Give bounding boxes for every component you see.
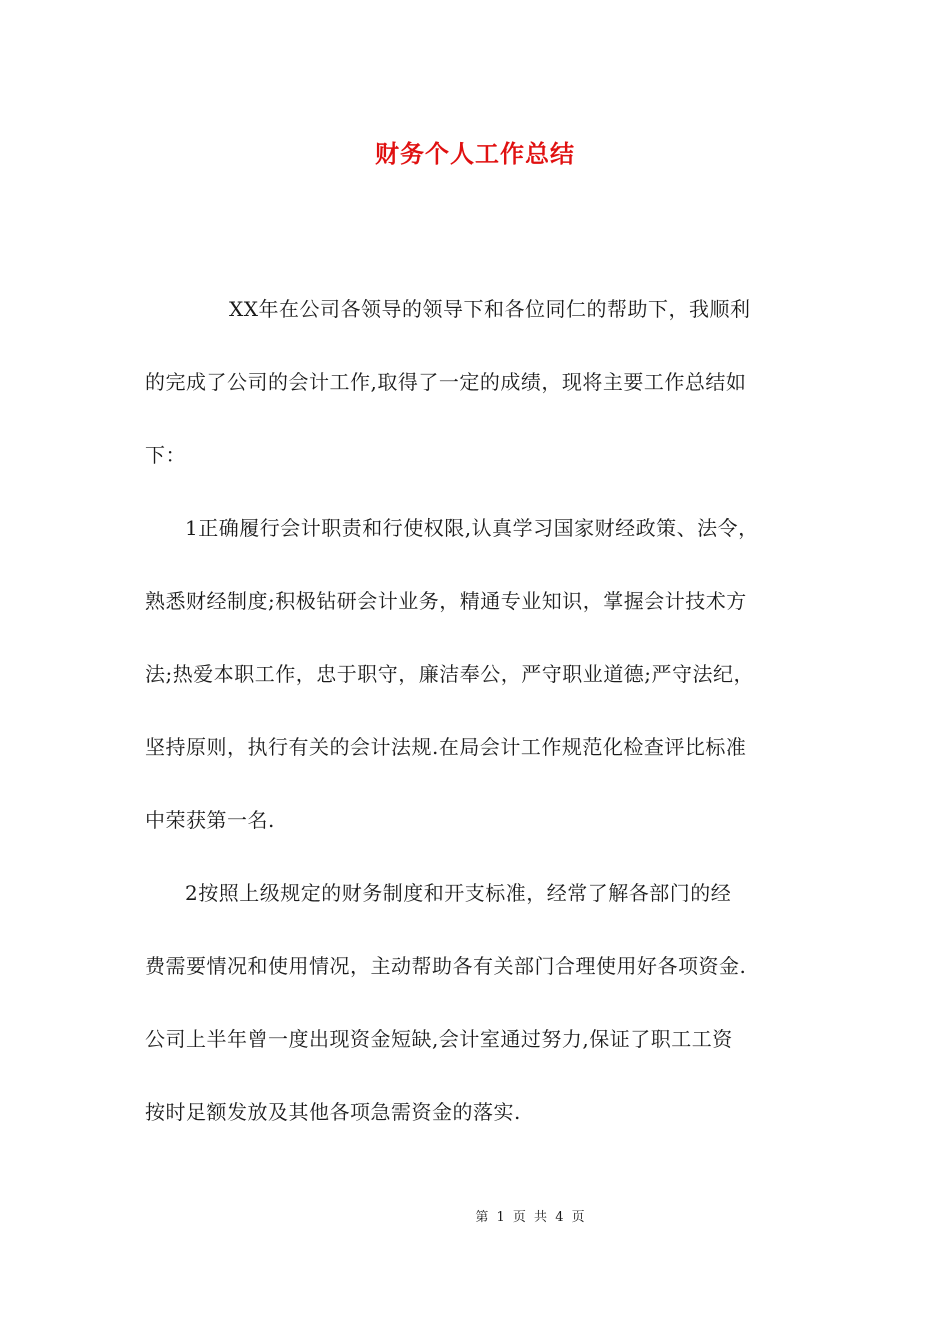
paragraph-1-line-1: 1正确履行会计职责和行使权限,认真学习国家财经政策、法令， bbox=[185, 516, 759, 540]
document-title: 财务个人工作总结 bbox=[375, 139, 575, 168]
paragraph-1-line-5: 中荣获第一名. bbox=[145, 808, 275, 832]
page-number-footer: 第 1 页 共 4 页 bbox=[475, 1210, 585, 1225]
paragraph-1-line-2: 熟悉财经制度;积极钻研会计业务，精通专业知识，掌握会计技术方 bbox=[145, 589, 747, 613]
paragraph-2-line-1: 2按照上级规定的财务制度和开支标准，经常了解各部门的经 bbox=[185, 881, 732, 905]
paragraph-2-line-4: 按时足额发放及其他各项急需资金的落实. bbox=[145, 1100, 521, 1124]
paragraph-1-line-4: 坚持原则，执行有关的会计法规.在局会计工作规范化检查评比标准 bbox=[145, 735, 747, 759]
paragraph-1-line-3: 法;热爱本职工作，忠于职守，廉洁奉公，严守职业道德;严守法纪， bbox=[145, 662, 754, 686]
paragraph-2-line-2: 费需要情况和使用情况，主动帮助各有关部门合理使用好各项资金. bbox=[145, 954, 747, 978]
paragraph-2-line-3: 公司上半年曾一度出现资金短缺,会计室通过努力,保证了职工工资 bbox=[145, 1027, 733, 1051]
document-body bbox=[145, 273, 810, 1149]
paragraph-intro-line-3: 下： bbox=[145, 443, 186, 467]
paragraph-intro-line-2: 的完成了公司的会计工作,取得了一定的成绩，现将主要工作总结如 bbox=[145, 370, 747, 394]
paragraph-intro-line-1: XX年在公司各领导的领导下和各位同仁的帮助下，我顺利 bbox=[229, 297, 751, 321]
